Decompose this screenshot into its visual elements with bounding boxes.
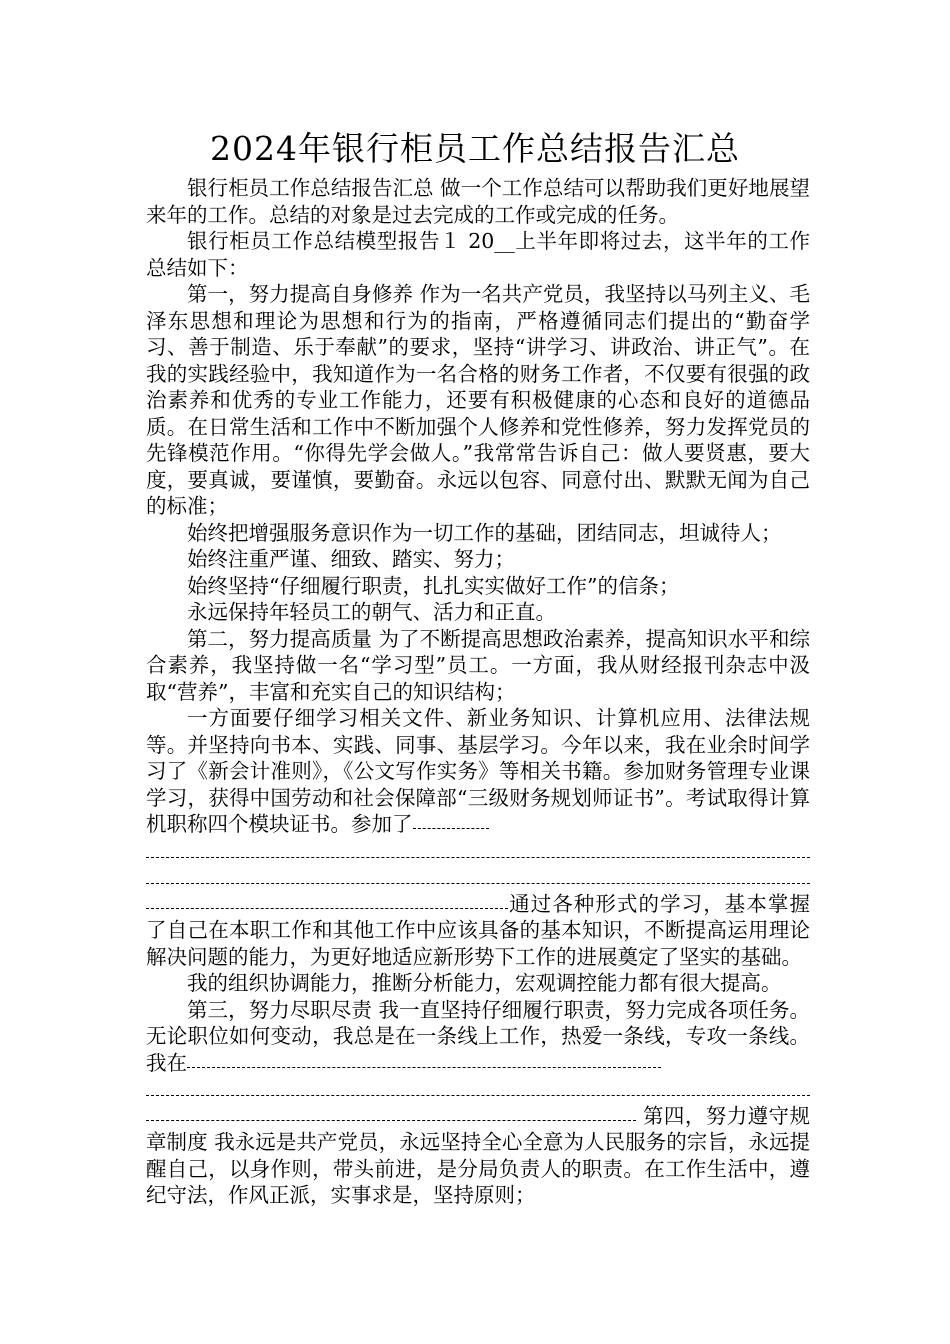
fill-in-blank-line [146,864,810,891]
paragraph-creed: 始终坚持“仔细履行职责，扎扎实实做好工作”的信条； [187,573,680,598]
fill-in-blank [146,908,508,909]
fill-in-blank [146,1120,636,1121]
paragraph-intro: 银行柜员工作总结报告汇总 做一个工作总结可以帮助我们更好地展望来年的工作。总结的对象是过去完成的工作或完成的任务。 [146,176,810,227]
paragraph-report-heading: 银行柜员工作总结模型报告１ 20__上半年即将过去，这半年的工作总结如下： [146,229,810,280]
fill-in-blank [187,1067,661,1068]
fill-in-blank [413,828,489,829]
paragraph-section-four-wrapper [146,1103,810,1209]
paragraph-section-two: 第二，努力提高质量 为了不断提高思想政治素养，提高知识水平和综合素养，我坚持做一名“学习型”员工。一方面，我从财经报刊杂志中汲取“营养”，丰富和充实自己的知识结构； [146,626,810,704]
paragraph-study: 一方面要仔细学习相关文件、新业务知识、计算机应用、法律法规等。并坚持向书本、实践、同事、基层学习。今年以来，我在业余时间学习了《新会计准则》，《公文写作实务》等相关书籍。参加财务管理专业课学习，获得中国劳动和社会保障部“三级财务规划师证书”。考试取得计算机职称四个模块证书。参加了 [146,706,810,836]
paragraph-section-three: 第三，努力尽职尽责 我一直坚持仔细履行职责，努力完成各项任务。无论职位如何变动，我总是在一条线上工作，热爱一条线，专攻一条线。我在 [146,997,810,1075]
paragraph-vitality: 永远保持年轻员工的朝气、活力和正直。 [187,600,556,624]
paragraph-study-wrapper [146,705,810,838]
document-title: 2024年银行柜员工作总结报告汇总 [210,129,740,168]
fill-in-blank-line [146,1076,810,1103]
paragraph-section-four: 第四，努力遵守规章制度 我永远是共产党员，永远坚持全心全意为人民服务的宗旨，永远提醒自己，以身作则，带头前进，是分局负责人的职责。在工作生活中，遵纪守法，作风正派，实事求是，坚持原则； [146,1103,810,1207]
paragraph-section-three-wrapper [146,997,810,1077]
document-body [146,175,810,1209]
paragraph-service: 始终把增强服务意识作为一切工作的基础，团结同志，坦诚待人； [187,520,782,545]
paragraph-study-result: 通过各种形式的学习，基本掌握了自己在本职工作和其他工作中应该具备的基本知识，不断提高运用理论解决问题的能力，为更好地适应新形势下工作的进展奠定了坚实的基础。 [146,891,810,969]
fill-in-blank-line [146,838,810,865]
paragraph-section-one: 第一，努力提高自身修养 作为一名共产党员，我坚持以马列主义、毛泽东思想和理论为思想和行为的指南，严格遵循同志们提出的“勤奋学习、善于制造、乐于奉献”的要求，坚持“讲学习、讲政治、讲正气”。在我的实践经验中，我知道作为一名合格的财务工作者，不仅要有很强的政治素养和优秀的专业工作能力，还要有积极健康的心态和良好的道德品质。在日常生活和工作中不断加强个人修养和党性修养，努力发挥党员的先锋模范作用。“你得先学会做人。”我常常告诉自己：做人要贤惠，要大度，要真诚，要谨慎，要勤奋。永远以包容、同意付出、默默无闻为自己的标准； [146,282,810,518]
paragraph-abilities: 我的组织协调能力，推断分析能力，宏观调控能力都有很大提高。 [187,971,782,995]
paragraph-rigor: 始终注重严谨、细致、踏实、努力； [187,547,515,571]
paragraph-study-result-wrapper [146,891,810,971]
